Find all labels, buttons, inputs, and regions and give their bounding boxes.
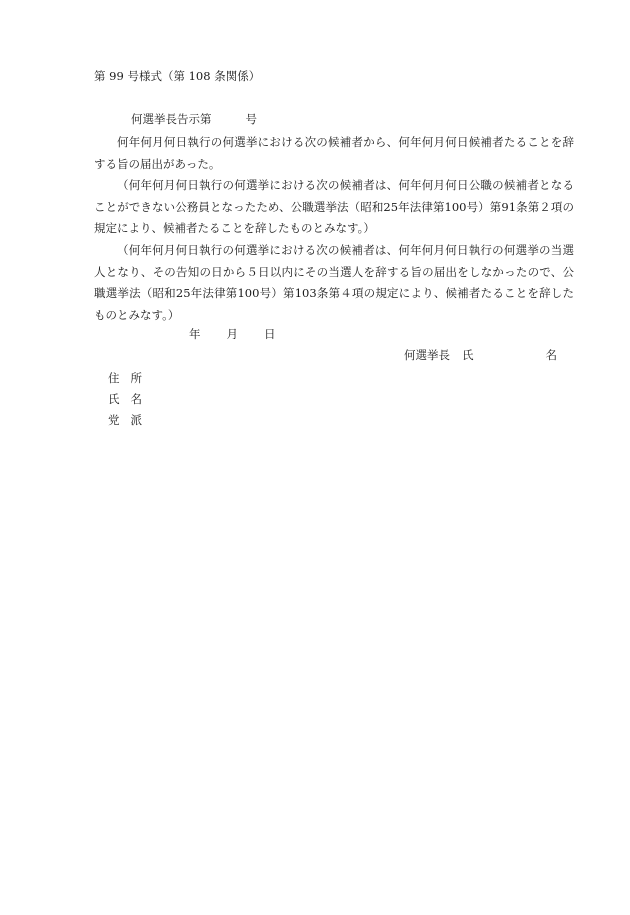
notice-number-suffix: 号 (245, 112, 257, 126)
paragraph-deemed-withdrawal-public-servant: （何年何月何日執行の何選挙における次の候補者は、何年何月何日公職の候補者となることができない公務員となったため、公職選挙法（昭和25年法律第100号）第91条第２項の規定により、候補者たることを辞したものとみなす。） (94, 178, 574, 235)
signature-name-label-1: 氏 (462, 348, 474, 362)
field-party-label-1: 党 (108, 413, 120, 427)
form-number: 第 99 号様式（第 108 条関係） (94, 69, 261, 83)
field-address-label-1: 住 (108, 371, 120, 385)
field-name (108, 391, 142, 407)
signature-title: 何選挙長 (404, 348, 450, 362)
field-name-label-1: 氏 (108, 392, 120, 406)
date-year: 年 (189, 327, 201, 341)
signature-line (404, 347, 557, 363)
date-month: 月 (226, 327, 238, 341)
field-address (108, 370, 142, 386)
field-name-label-2: 名 (130, 392, 142, 406)
paragraph-deemed-withdrawal-elected: （何年何月何日執行の何選挙における次の候補者は、何年何月何日執行の何選挙の当選人となり、その告知の日から５日以内にその当選人を辞する旨の届出をしなかったので、公職選挙法（昭和25年法律第100号）第103条第４項の規定により、候補者たることを辞したものとみなす。） (94, 243, 574, 322)
notice-number (131, 111, 257, 127)
notice-number-prefix: 何選挙長告示第 (131, 112, 212, 126)
paragraph-withdrawal-notice: 何年何月何日執行の何選挙における次の候補者から、何年何月何日候補者たることを辞する旨の届出があった。 (94, 135, 574, 171)
signature-name-label-2: 名 (545, 348, 557, 362)
date-day: 日 (264, 327, 276, 341)
field-party (108, 412, 142, 428)
field-address-label-2: 所 (130, 371, 142, 385)
field-party-label-2: 派 (130, 413, 142, 427)
date-line (189, 326, 276, 342)
